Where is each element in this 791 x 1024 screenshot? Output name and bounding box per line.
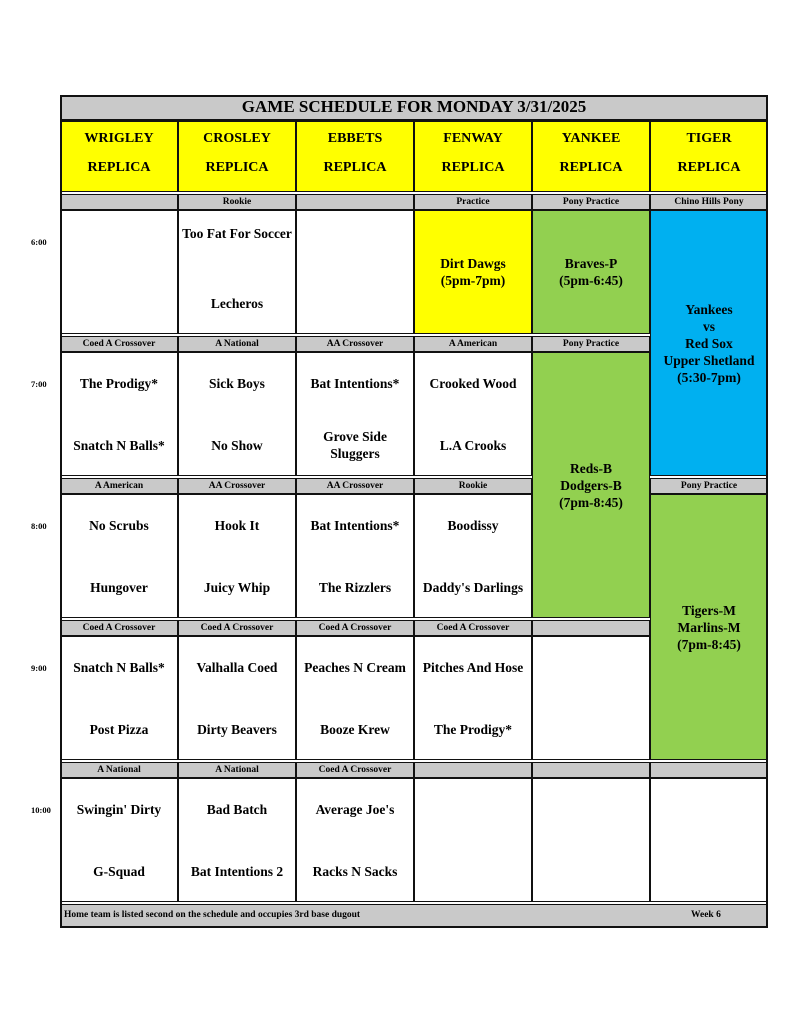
- practice-block-braves: [532, 210, 650, 334]
- venue-sub: REPLICA: [559, 160, 623, 175]
- footer-note: Home team is listed second on the schedule and occupies 3rd base dugout: [64, 910, 361, 920]
- practice-block-tigers-marlins: [650, 494, 768, 760]
- schedule-title: GAME SCHEDULE FOR MONDAY 3/31/2025: [60, 95, 768, 121]
- time-label-8: 8:00: [31, 521, 47, 531]
- division-label: Pony Practice: [532, 194, 650, 210]
- game-slot-ebbets-10: [296, 778, 414, 902]
- venue-name: EBBETS: [327, 131, 383, 146]
- game-slot-fenway-8: [414, 494, 532, 618]
- home-team: Post Pizza: [89, 722, 149, 737]
- division-label: Coed A Crossover: [60, 336, 178, 352]
- practice-text: Dirt Dawgs (5pm-7pm): [440, 256, 506, 288]
- away-team: Pitches And Hose: [422, 660, 524, 675]
- division-label: [296, 194, 414, 210]
- venue-header-fenway: [414, 121, 532, 192]
- division-label: A National: [60, 762, 178, 778]
- game-block-yankees-redsox: [650, 210, 768, 476]
- venue-header-ebbets: [296, 121, 414, 192]
- division-label: Coed A Crossover: [414, 620, 532, 636]
- venue-name: FENWAY: [443, 131, 503, 146]
- practice-text: Reds-B Dodgers-B (7pm-8:45): [559, 460, 623, 510]
- venue-header-crosley: [178, 121, 296, 192]
- division-label: Coed A Crossover: [296, 762, 414, 778]
- venue-header-wrigley: [60, 121, 178, 192]
- away-team: Bat Intentions*: [310, 376, 400, 391]
- away-team: Too Fat For Soccer: [182, 226, 292, 241]
- time-label-10: 10:00: [31, 805, 51, 815]
- game-slot-wrigley-10: [60, 778, 178, 902]
- division-label: [650, 762, 768, 778]
- game-slot-wrigley-6: [60, 210, 178, 334]
- division-label: A National: [178, 762, 296, 778]
- venue-sub: REPLICA: [441, 160, 505, 175]
- practice-text: Tigers-M Marlins-M (7pm-8:45): [677, 602, 741, 652]
- division-label: AA Crossover: [296, 478, 414, 494]
- game-slot-crosley-10: [178, 778, 296, 902]
- game-slot-yankee-10: [532, 778, 650, 902]
- home-team: No Show: [211, 438, 263, 453]
- home-team: Lecheros: [210, 296, 264, 311]
- away-team: The Prodigy*: [79, 376, 159, 391]
- home-team: L.A Crooks: [439, 438, 507, 453]
- home-team: Racks N Sacks: [312, 864, 398, 879]
- venue-sub: REPLICA: [205, 160, 269, 175]
- practice-text: Braves-P (5pm-6:45): [559, 256, 623, 288]
- division-label: Practice: [414, 194, 532, 210]
- venue-name: WRIGLEY: [84, 131, 154, 146]
- home-team: Daddy's Darlings: [422, 580, 524, 595]
- game-slot-yankee-9: [532, 636, 650, 760]
- game-slot-ebbets-7: [296, 352, 414, 476]
- division-label: A American: [60, 478, 178, 494]
- division-label: Chino Hills Pony: [650, 194, 768, 210]
- home-team: The Prodigy*: [433, 722, 513, 737]
- game-slot-wrigley-7: [60, 352, 178, 476]
- time-label-7: 7:00: [31, 379, 47, 389]
- game-text: Yankees vs Red Sox Upper Shetland (5:30-7pm): [663, 301, 755, 385]
- division-label: [414, 762, 532, 778]
- division-label: [532, 762, 650, 778]
- game-slot-crosley-6: [178, 210, 296, 334]
- division-label: Pony Practice: [650, 478, 768, 494]
- venue-name: CROSLEY: [203, 131, 271, 146]
- practice-block-reds-dodgers: [532, 352, 650, 618]
- away-team: Crooked Wood: [429, 376, 517, 391]
- game-slot-ebbets-8: [296, 494, 414, 618]
- division-label: [532, 620, 650, 636]
- division-label: Rookie: [178, 194, 296, 210]
- home-team: G-Squad: [93, 864, 145, 879]
- division-label: AA Crossover: [296, 336, 414, 352]
- away-team: Average Joe's: [315, 802, 395, 817]
- home-team: Hungover: [90, 580, 148, 595]
- away-team: Bad Batch: [206, 802, 268, 817]
- division-label: [60, 194, 178, 210]
- game-slot-tiger-10: [650, 778, 768, 902]
- home-team: Dirty Beavers: [197, 722, 277, 737]
- game-slot-fenway-7: [414, 352, 532, 476]
- away-team: Bat Intentions*: [310, 518, 400, 533]
- time-label-9: 9:00: [31, 663, 47, 673]
- division-label: Rookie: [414, 478, 532, 494]
- away-team: Swingin' Dirty: [76, 802, 162, 817]
- away-team: Boodissy: [447, 518, 499, 533]
- home-team: Grove Side Sluggers: [323, 429, 387, 461]
- game-slot-ebbets-9: [296, 636, 414, 760]
- venue-name: YANKEE: [561, 131, 621, 146]
- game-slot-fenway-10: [414, 778, 532, 902]
- division-label: Coed A Crossover: [296, 620, 414, 636]
- week-label: Week 6: [691, 910, 721, 920]
- division-label: AA Crossover: [178, 478, 296, 494]
- division-label: Coed A Crossover: [60, 620, 178, 636]
- game-slot-wrigley-9: [60, 636, 178, 760]
- home-team: The Rizzlers: [318, 580, 392, 595]
- schedule-table: [60, 95, 768, 928]
- game-slot-crosley-7: [178, 352, 296, 476]
- home-team: Juicy Whip: [203, 580, 271, 595]
- game-slot-fenway-9: [414, 636, 532, 760]
- footer-bar: [60, 904, 768, 928]
- away-team: Peaches N Cream: [304, 660, 406, 675]
- home-team: Snatch N Balls*: [73, 438, 165, 453]
- time-label-6: 6:00: [31, 237, 47, 247]
- venue-header-tiger: [650, 121, 768, 192]
- venue-sub: REPLICA: [87, 160, 151, 175]
- venue-header-yankee: [532, 121, 650, 192]
- division-label: A National: [178, 336, 296, 352]
- away-team: No Scrubs: [89, 518, 149, 533]
- practice-block-dirt-dawgs: [414, 210, 532, 334]
- game-slot-wrigley-8: [60, 494, 178, 618]
- away-team: Sick Boys: [209, 376, 265, 391]
- home-team: Booze Krew: [320, 722, 390, 737]
- division-label: A American: [414, 336, 532, 352]
- division-label: Coed A Crossover: [178, 620, 296, 636]
- home-team: Bat Intentions 2: [190, 864, 284, 879]
- game-slot-crosley-9: [178, 636, 296, 760]
- venue-name: TIGER: [686, 131, 732, 146]
- division-label: Pony Practice: [532, 336, 650, 352]
- away-team: Snatch N Balls*: [73, 660, 165, 675]
- away-team: Valhalla Coed: [196, 660, 278, 675]
- venue-sub: REPLICA: [323, 160, 387, 175]
- game-slot-ebbets-6: [296, 210, 414, 334]
- away-team: Hook It: [214, 518, 260, 533]
- game-slot-crosley-8: [178, 494, 296, 618]
- venue-sub: REPLICA: [677, 160, 741, 175]
